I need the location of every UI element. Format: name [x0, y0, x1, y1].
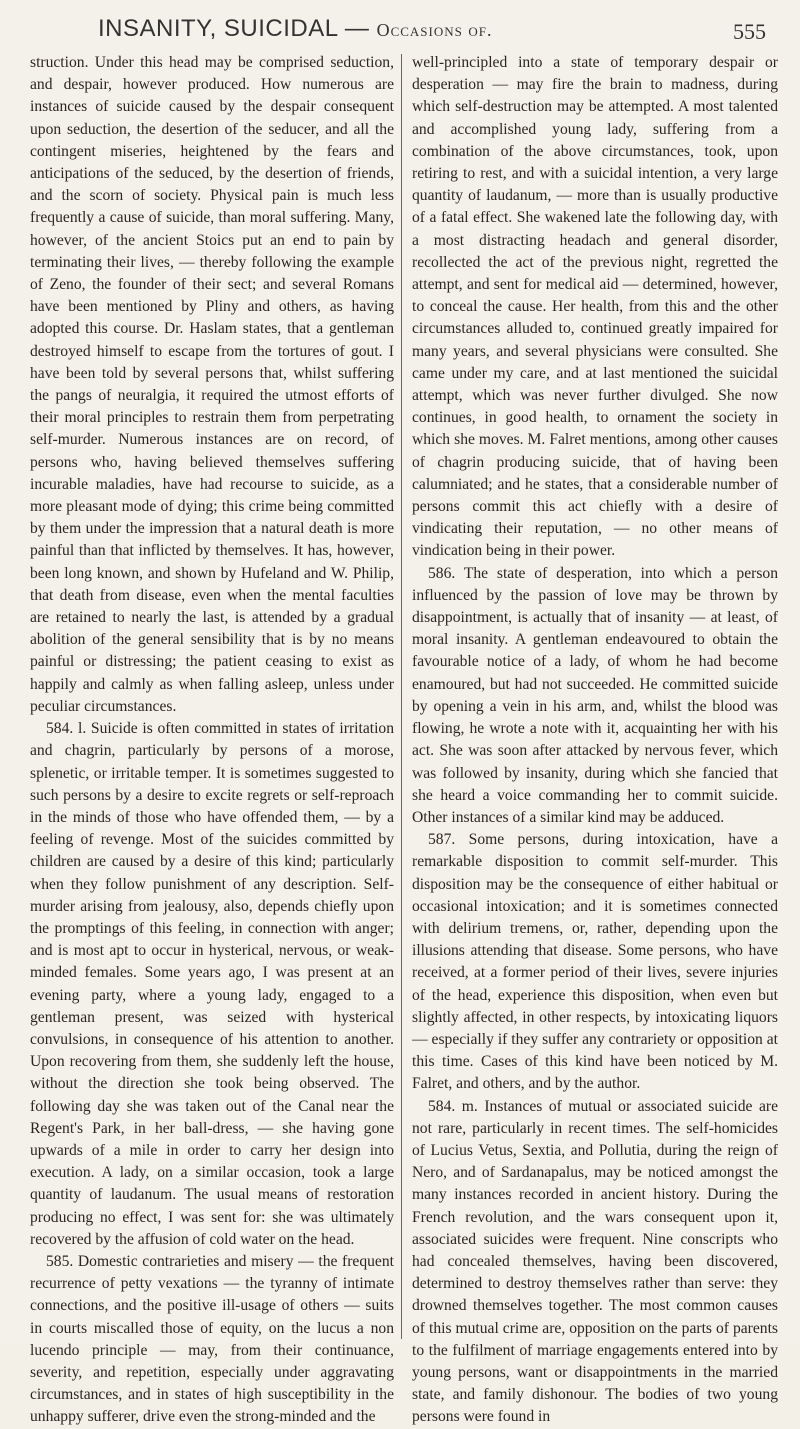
- running-title-main: INSANITY, SUICIDAL —: [98, 15, 370, 42]
- running-head: [98, 9, 788, 53]
- paragraph-587: 587. Some persons, during intoxication, have a remarkable disposition to commit self-murder. This disposition may be the consequence of either habitual or occasional intoxication; and it is sometimes connected with delirium tremens, or, rather, depending upon the illusions attending that disease. Some persons, who have received, at a former period of their lives, severe injuries of the head, experience this disposition, when even but slightly affected, in other respects, by intoxicating liquors — especially if they suffer any contrariety or opposition at this time. Cases of this kind have been noticed by M. Falret, and others, and by the author.: [412, 831, 778, 1093]
- page-number: 555: [733, 19, 766, 44]
- left-column: [30, 52, 394, 1426]
- running-title: [98, 15, 493, 43]
- paragraph-584-l: 584. l. Suicide is often committed in states of irritation and chagrin, particularly by persons of a morose, splenetic, or irritable temper. It is sometimes suggested to such persons by a desire to excite regrets or self-reproach in the minds of those who have offended them, — by a feeling of revenge. Most of the suicides committed by children are caused by a desire of this kind; particularly when they follow punishment of any description. Self-murder arising from jealousy, also, depends chiefly upon the promptings of this feeling, in connection with anger; and is most apt to occur in hysterical, nervous, or weak-minded females. Some years ago, I was present at an evening party, where a young lady, engaged to a gentleman present, was seized with hysterical convulsions, in consequence of his attention to another. Upon recovering from them, she suddenly left the house, without the direction she took being observed. The following day she was taken out of the Canal near the Regent's Park, in her ball-dress, — she having gone upwards of a mile in order to carry her design into execution. A lady, on a similar occasion, took a large quantity of laudanum. The usual means of restoration producing no effect, I was sent for: she was ultimately recovered by the affusion of cold water on the head.: [30, 720, 394, 1248]
- paragraph-586: 586. The state of desperation, into which a person influenced by the passion of love may be thrown by disappointment, is actually that of insanity — at least, of moral insanity. A gentleman endeavoured to obtain the favourable notice of a lady, of whom he had become enamoured, but had not succeeded. He committed suicide by opening a vein in his arm, and, whilst the blood was flowing, he wrote a note with it, acquainting her with his act. She was soon after attacked by nervous fever, which was followed by insanity, during which she fancied that she heard a voice commanding her to commit suicide. Other instances of a similar kind may be adduced.: [412, 564, 778, 826]
- running-title-occasions: Occasions of.: [376, 20, 493, 40]
- right-column: [412, 52, 778, 1426]
- paragraph-584-m: 584. m. Instances of mutual or associated suicide are not rare, particularly in recent times. The self-homicides of Lucius Vetus, Sextia, and Pollutia, during the reign of Nero, and of Sardanapalus, may be noticed amongst the many instances recorded in ancient history. During the French revolution, and the wars consequent upon it, associated suicides were frequent. Nine conscripts who had concealed themselves, having been discovered, determined to destroy themselves rather than serve: they drowned themselves together. The most common causes of this mutual crime are, opposition on the parts of parents to the fulfilment of marriage engagements entered into by young persons, want or disappointments in the married state, and family dishonour. The bodies of two young persons were found in: [412, 1097, 778, 1426]
- paragraph-585: 585. Domestic contrarieties and misery — the frequent recurrence of petty vexations — the tyranny of intimate connections, and the positive ill-usage of others — suits in courts miscalled those of equity, on the lucus a non lucendo principle — may, from their continuance, severity, and repetition, especially under aggravating circumstances, and in states of high susceptibility in the unhappy sufferer, drive even the strong-minded and the: [30, 1252, 394, 1426]
- paragraph-continuation: struction. Under this head may be comprised seduction, and despair, however produced. How numerous are instances of suicide caused by the despair consequent upon seduction, the desertion of the seducer, and all the contingent miseries, heightened by the fears and anticipations of the seduced, by the desertion of friends, and the scorn of society. Physical pain is much less frequently a cause of suicide, than moral suffering. Many, however, of the ancient Stoics put an end to pain by terminating their lives, — thereby following the example of Zeno, the founder of their sect; and several Romans have been mentioned by Pliny and others, as having adopted this course. Dr. Haslam states, that a gentleman destroyed himself to escape from the tortures of gout. I have been told by several persons that, whilst suffering the pangs of neuralgia, it required the utmost efforts of their moral principles to restrain them from perpetrating self-murder. Numerous instances are on record, of persons who, having believed themselves suffering incurable maladies, have had recourse to suicide, as a more pleasant mode of dying; this crime being committed by them under the impression that a natural death is more painful than that inflicted by themselves. It has, however, been long known, and shown by Hufeland and W. Philip, that death from disease, even when the mental faculties are retained to nearly the last, is attended by a gradual abolition of the general sensibility that is by no means painful or distressing; the patient ceasing to exist as happily and calmly as when falling asleep, unless under peculiar circumstances.: [30, 54, 394, 715]
- paragraph-continuation-right: well-principled into a state of temporary despair or desperation — may fire the brain to madness, during which self-destruction may be attempted. A most talented and accomplished young lady, suffering from a combination of the above circumstances, took, upon retiring to rest, and with a suicidal intention, a very large quantity of laudanum, — more than is usually productive of a fatal effect. She wakened late the following day, with a most distracting headach and general disorder, recollected the act of the previous night, regretted the attempt, and sent for medical aid — determined, however, to conceal the cause. Her health, from this and the other circumstances alluded to, continued greatly impaired for many years, and several physicians were consulted. She came under my care, and at last mentioned the suicidal attempt, which was never further divulged. She now continues, in good health, to ornament the society in which she moves. M. Falret mentions, among other causes of chagrin producing suicide, that of having been calumniated; and he states, that a considerable number of persons commit this act chiefly with a desire of vindicating their reputation, — no other means of vindication being in their power.: [412, 54, 778, 560]
- column-divider: [401, 54, 402, 1339]
